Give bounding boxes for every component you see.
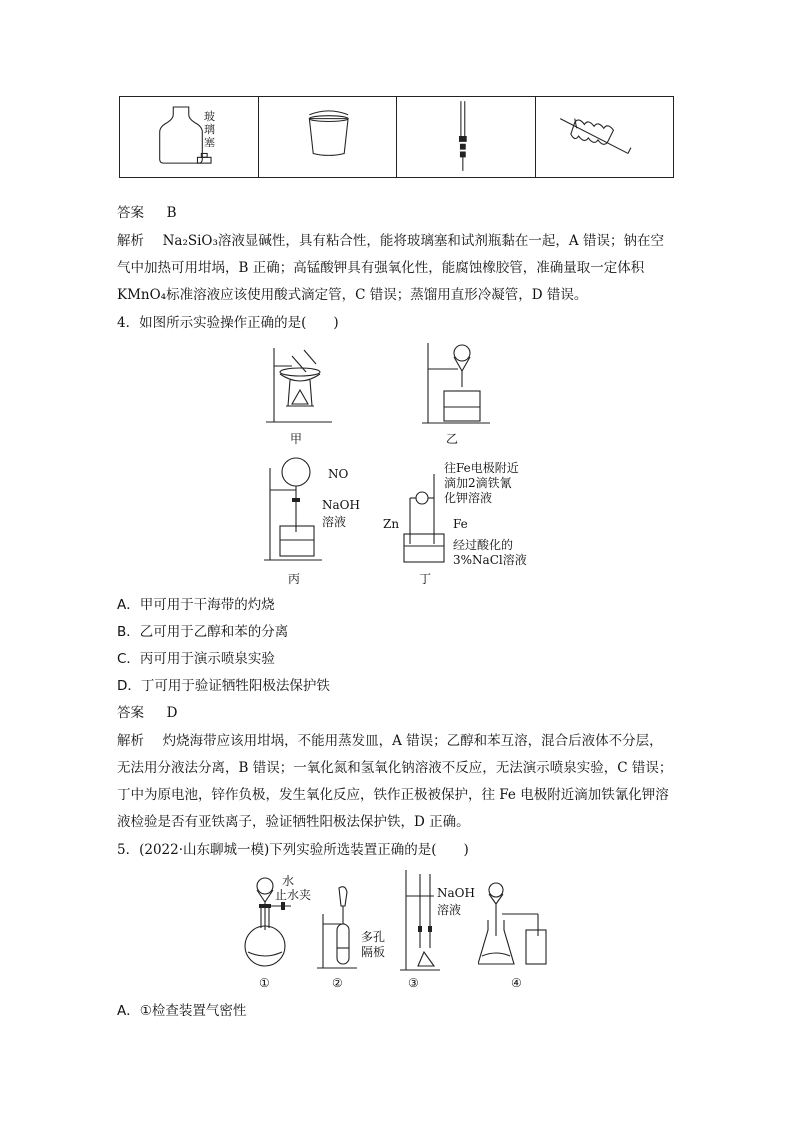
q5-n4: ④ (511, 976, 522, 990)
q3-answer-value: B (166, 205, 177, 221)
q4-option-c: C．丙可用于演示喷泉实验 (117, 651, 275, 667)
figure-jia-evaporating-dish (262, 344, 342, 428)
figure-bing-label: 丙 (288, 572, 301, 586)
ding-fe-label: Fe (453, 517, 468, 531)
condenser-cell (536, 97, 674, 177)
q3-analysis-line-1 (117, 231, 664, 251)
q5-clamp-label: 止水夹 (275, 888, 312, 902)
q5-stem: 5．(2022·山东聊城一模)下列实验所选装置正确的是( ) (117, 842, 469, 858)
q4-analysis-label: 解析 (117, 733, 144, 749)
bing-naoh-label: NaOH (322, 498, 360, 512)
q4-answer-label: 答案 (117, 705, 144, 721)
q5-porous-2: 隔板 (361, 945, 386, 959)
reagent-bottle-drawing (120, 97, 258, 177)
q3-analysis-text-1: Na₂SiO₃溶液显碱性，具有粘合性，能将玻璃塞和试剂瓶黏在一起，A 错误；钠在空 (162, 233, 664, 249)
ding-note-2: 滴加2滴铁氰 (444, 476, 512, 490)
q4-option-d: D．丁可用于验证牺牲阳极法保护铁 (117, 678, 330, 694)
q5-naoh-label: NaOH (437, 886, 475, 900)
q4-answer-line (117, 703, 177, 723)
burette-drawing (397, 97, 535, 177)
bing-no-label: NO (328, 467, 349, 481)
q5-apparatus-3 (398, 866, 442, 974)
figure-ding-label: 丁 (419, 572, 432, 586)
q5-solution-label: 溶液 (437, 903, 462, 917)
q4-analysis-text-3: 丁中为原电池，锌作负极，发生氧化反应，铁作正极被保护，往 Fe 电极附近滴加铁氰化钾溶 (117, 787, 669, 803)
figure-yi-separatory-funnel (418, 339, 498, 429)
q4-analysis-line-1 (117, 731, 663, 751)
glass-stopper-label: 玻 璃 塞 (204, 110, 215, 149)
reagent-bottle-cell (120, 97, 259, 177)
q3-answer-label: 答案 (117, 205, 144, 221)
figure-bing-fountain (262, 456, 328, 566)
ding-nacl-2: 3%NaCl溶液 (453, 553, 527, 567)
ding-note-3: 化钾溶液 (444, 491, 493, 505)
q4-option-b: B．乙可用于乙醇和苯的分离 (117, 624, 289, 640)
q4-option-a: A．甲可用于干海带的灼烧 (117, 597, 275, 613)
q5-option-a: A．①检查装置气密性 (117, 1003, 247, 1019)
q5-n1: ① (259, 976, 270, 990)
equipment-table (119, 96, 674, 178)
figure-ding-cell (400, 474, 446, 568)
q5-apparatus-4 (478, 880, 548, 972)
q4-analysis-text-4: 液检验是否有亚铁离子，验证牺牲阳极法保护铁，D 正确。 (117, 814, 470, 830)
q3-analysis-label: 解析 (117, 233, 144, 249)
figure-yi-label: 乙 (446, 432, 459, 446)
ding-zn-label: Zn (383, 517, 400, 531)
figure-jia-label: 甲 (290, 432, 303, 446)
q3-analysis-text-2: 气中加热可用坩埚，B 正确；高锰酸钾具有强氧化性，能腐蚀橡胶管，准确量取一定体积 (117, 260, 645, 276)
q3-answer-line (117, 203, 177, 223)
burette-cell (397, 97, 536, 177)
q4-answer-value: D (166, 705, 178, 721)
bing-solution-label: 溶液 (322, 515, 347, 529)
q5-apparatus-2 (315, 884, 359, 972)
crucible-cell (259, 97, 398, 177)
q4-analysis-text-2: 无法用分液法分离，B 错误；一氧化氮和氢氧化钠溶液不反应，无法演示喷泉实验，C 错误； (117, 760, 673, 776)
ding-nacl-1: 经过酸化的 (453, 538, 514, 552)
q5-n2: ② (332, 976, 343, 990)
q5-n3: ③ (408, 976, 419, 990)
q4-analysis-text-1: 灼烧海带应该用坩埚，不能用蒸发皿，A 错误；乙醇和苯互溶，混合后液体不分层， (162, 733, 663, 749)
condenser-drawing (536, 97, 674, 177)
ding-note-1: 往Fe电极附近 (444, 461, 519, 475)
crucible-drawing (259, 97, 397, 177)
q3-analysis-text-3: KMnO₄标准溶液应该使用酸式滴定管，C 错误；蒸馏用直形冷凝管，D 错误。 (117, 287, 588, 303)
q4-stem: 4．如图所示实验操作正确的是( ) (117, 315, 339, 331)
q5-water-label: 水 (282, 874, 295, 888)
q5-porous-1: 多孔 (361, 930, 386, 944)
